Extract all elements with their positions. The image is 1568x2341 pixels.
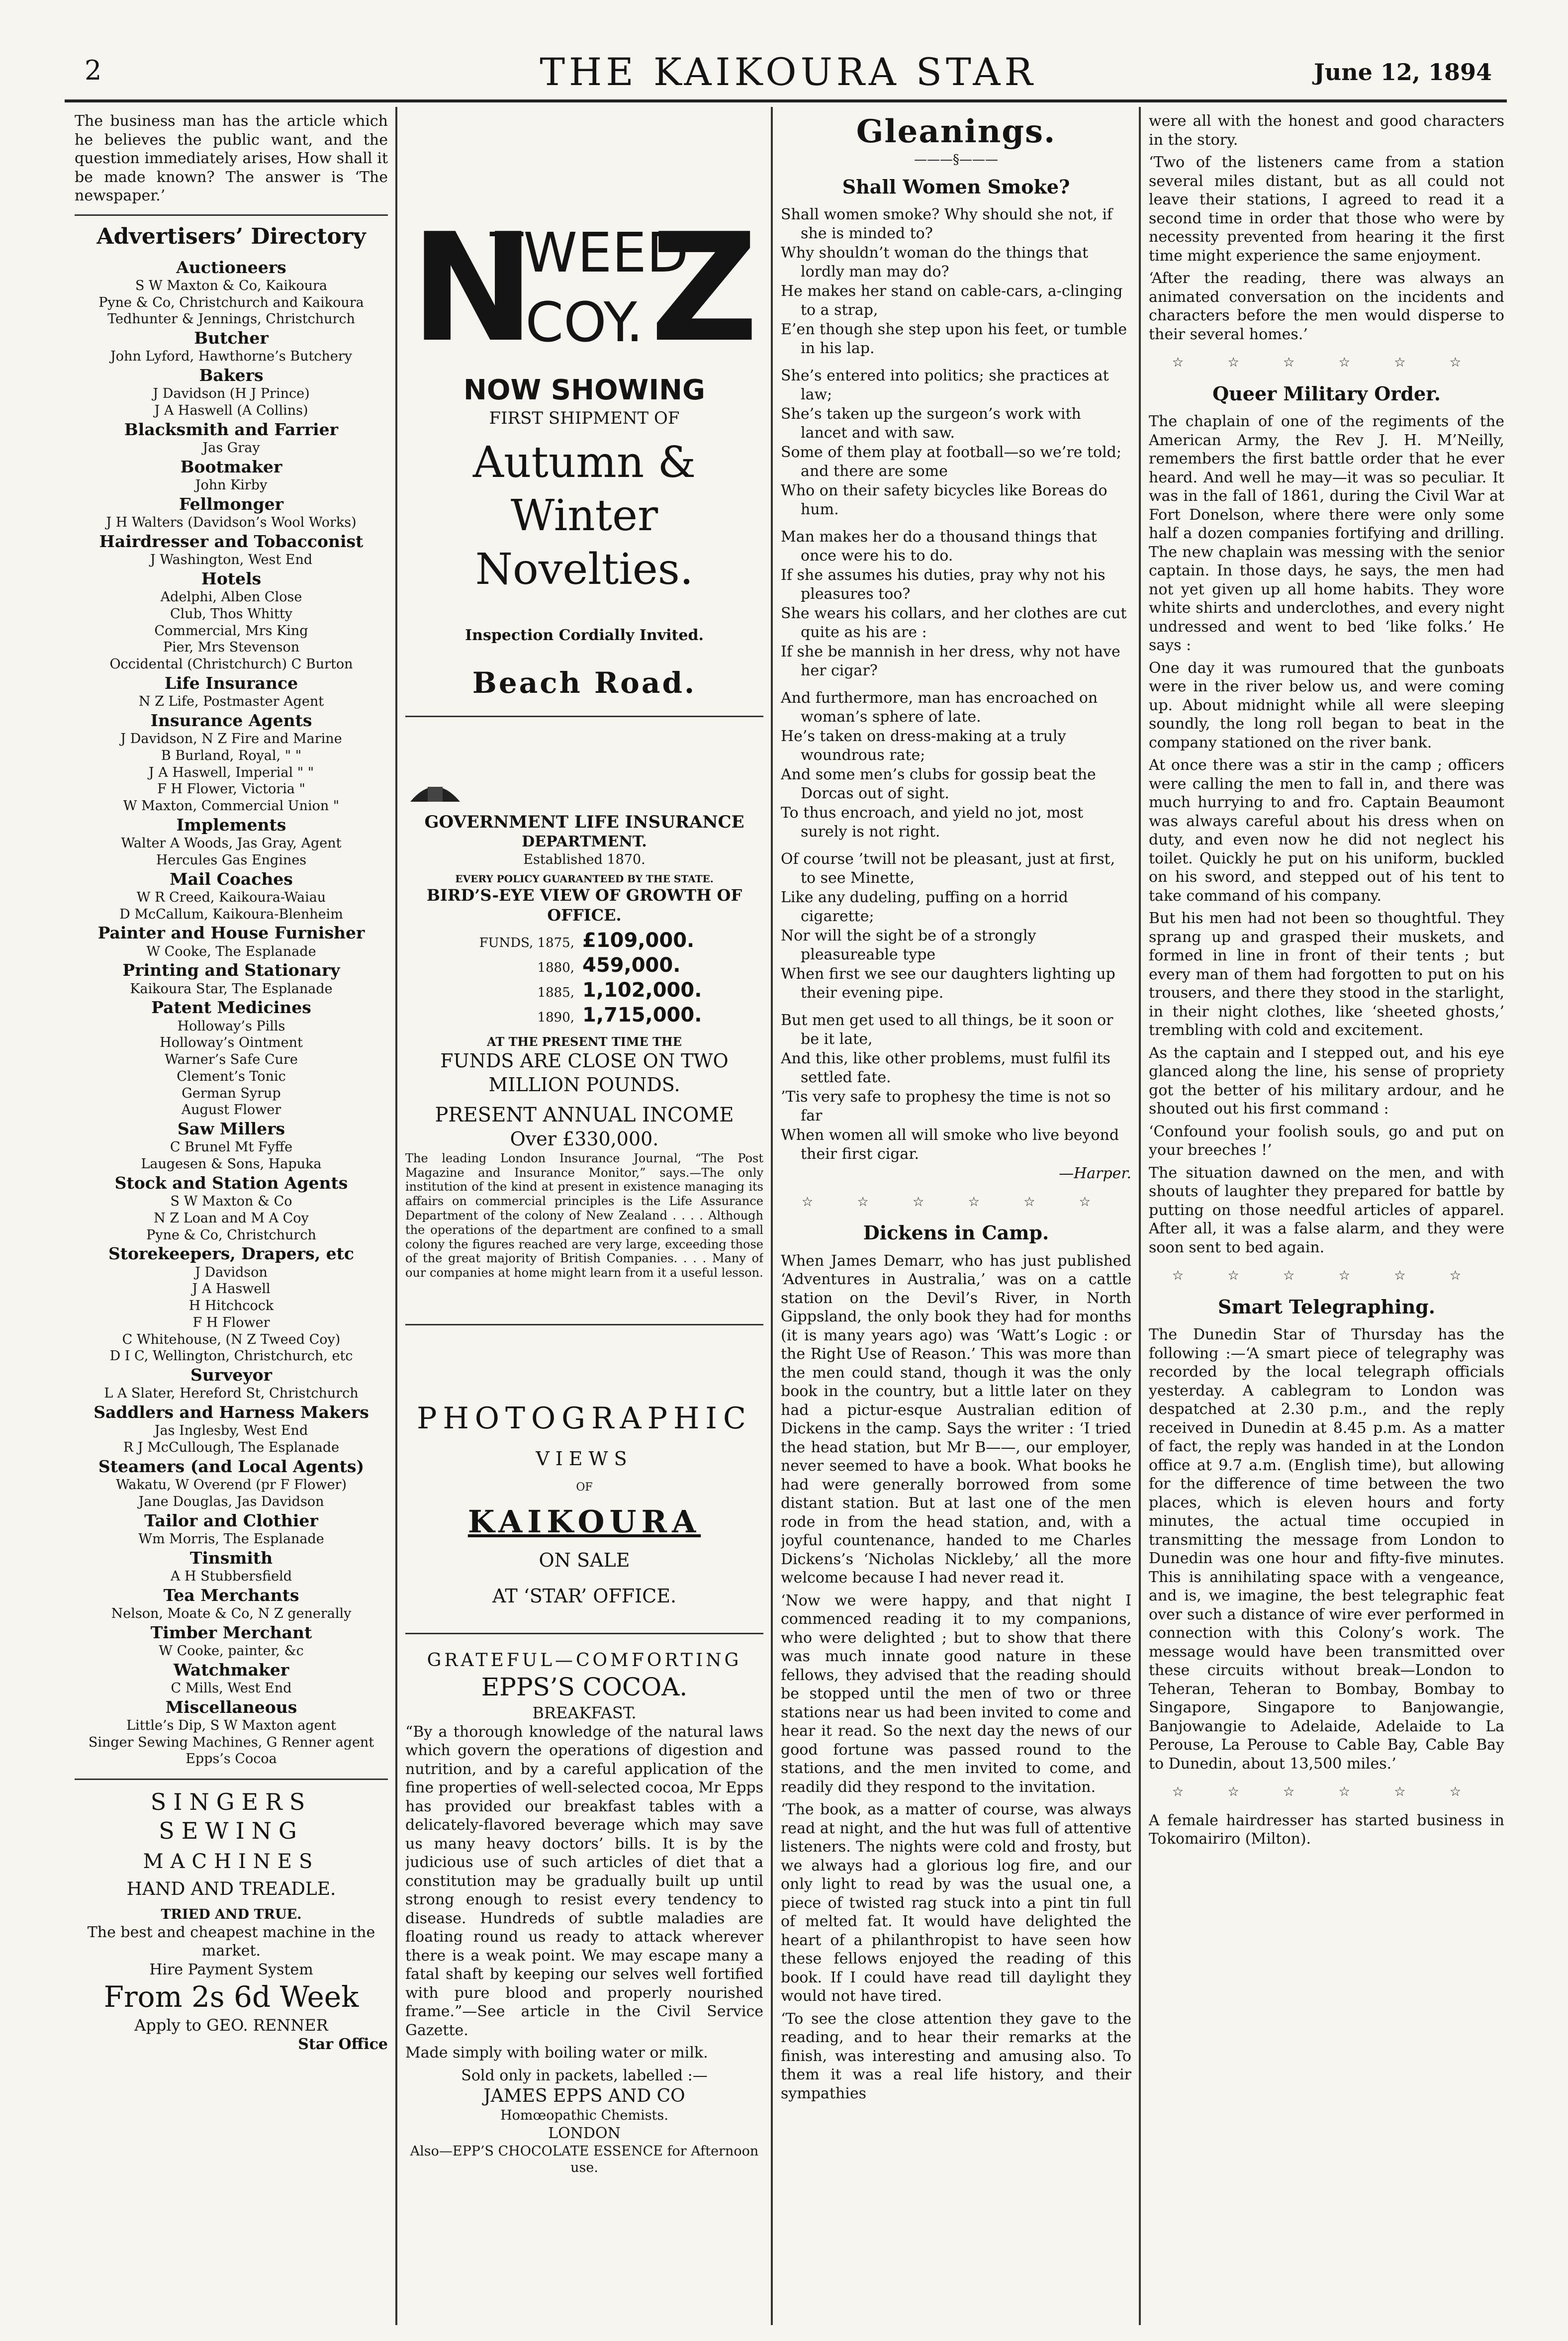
- dickens-article: [781, 1252, 1131, 2103]
- epps-chocolate: Also—EPP’S CHOCOLATE ESSENCE for Afternoon use.: [410, 2143, 759, 2176]
- directory-entry: J A Haswell: [192, 1281, 271, 1297]
- directory-entry: Jane Douglas, Jas Davidson: [138, 1494, 324, 1509]
- directory-heading: Bakers: [199, 366, 264, 385]
- paragraph: ‘The book, as a matter of course, was always read at night, and the hut was full of attentive listeners. The nights were cold and frosty, but we always had a glorious log fire, and our only light to read by was the usual one, a piece of twisted rag stuck into a pint tin full of melted fat. It would have delighted the heart of a philanthropist to have seen how these fellows enjoyed the reading of this book. If I could have read till daylight they would not have tired.: [781, 1801, 1131, 2005]
- fund-row: [445, 928, 763, 953]
- directory-entry: N Z Life, Postmaster Agent: [138, 694, 324, 709]
- directory-heading: Bootmaker: [180, 457, 282, 476]
- poem-line: Like any dudeling, puffing on a horrid cigarette;: [781, 889, 1068, 925]
- epps-advert: [405, 1649, 763, 2176]
- poem-line: E’en though she step upon his feet, or tumble in his lap.: [781, 321, 1127, 357]
- directory-entry: Club, Thos Whitty: [170, 606, 292, 622]
- tweed-letter-z: Z: [650, 201, 758, 375]
- now-showing: NOW SHOWING: [463, 374, 705, 406]
- poem-line: And this, like other problems, must fulfil its settled fate.: [781, 1050, 1110, 1086]
- intro-paragraph: The business man has the article which he believes the public want, and the question immediately arises, How shall it be made known? The answer is ‘The newspaper.’: [75, 112, 388, 204]
- fund-row: [445, 1003, 763, 1028]
- directory-entry: Adelphi, Alben Close: [160, 589, 302, 605]
- queer-military-title: Queer Military Order.: [1212, 382, 1441, 405]
- tweed-letter-n: N: [410, 201, 536, 375]
- directory-heading: Fellmonger: [179, 494, 284, 514]
- poem-line: To thus encroach, and yield no jot, most surely is not right.: [781, 804, 1084, 841]
- shall-women-smoke-title: Shall Women Smoke?: [842, 175, 1070, 198]
- directory-entry: Clement’s Tonic: [177, 1068, 286, 1084]
- paragraph: ‘Now we were happy, and that night I commenced reading it to my companions, who were delighted ; but to show that there was much innate good nature in these fellows, they advised that the reading should be stopped until the men of two or three stations near us had been invited to come and hear it read. So the next day the news of our good fortune was passed round to the stations, and the men invited to come, and readily did they respond to the invitation.: [781, 1592, 1131, 1796]
- gov-title: GOVERNMENT LIFE INSURANCE: [424, 812, 744, 832]
- directory-entry: Pyne & Co, Christchurch and Kaikoura: [98, 294, 364, 310]
- directory-entry: C Mills, West End: [171, 1680, 292, 1696]
- singer-payment: Hire Payment System: [149, 1961, 313, 1978]
- paragraph: ‘Confound your foolish souls, go and put on your breeches !’: [1149, 1123, 1504, 1159]
- epps-company: JAMES EPPS AND CO: [483, 2086, 685, 2107]
- singer-subheading: MACHINES: [143, 1850, 320, 1873]
- singer-advert: [75, 1788, 388, 2054]
- directory-entry: W Maxton, Commercial Union ": [123, 798, 340, 814]
- directory-entry: John Kirby: [195, 477, 268, 493]
- first-shipment: FIRST SHIPMENT OF: [489, 408, 680, 428]
- poem-line: He’s taken on dress-making at a truly woundrous rate;: [781, 728, 1066, 764]
- poem-line: When first we see our daughters lighting up their evening pipe.: [781, 965, 1115, 1002]
- singer-tagline: TRIED AND TRUE.: [161, 1907, 302, 1922]
- page-number: 2: [85, 55, 102, 86]
- paragraph: ‘To see the close attention they gave to the reading, and to hear their remarks at the finish, was interesting and amusing also. To them it was a real life history, and their sympathies: [781, 2010, 1131, 2102]
- paragraph: The chaplain of one of the regiments of the American Army, the Rev J. H. M’Neilly, remembers the first battle order that he ever heard. And well he may—it was so peculiar. It was in the fall of 1861, during the Civil War at Fort Donelson, where there were only some half a dozen companies fortifying and drilling. The new chaplain was messing with the senior captain. In those days, he says, the men had not yet given up all home habits. They wore white shirts and underclothes, and every night undressed and went to bed ‘like folks.’ He says :: [1149, 413, 1504, 654]
- directory-entry: Tedhunter & Jennings, Christchurch: [107, 311, 355, 327]
- epps-london: LONDON: [548, 2125, 621, 2143]
- column-4: [1149, 112, 1504, 1853]
- epps-breakfast: BREAKFAST.: [532, 1703, 637, 1722]
- column-divider: [395, 107, 397, 2325]
- poem-line: And some men’s clubs for gossip beat the Dorcas out of sight.: [781, 766, 1096, 802]
- poem-line: She wears his collars, and her clothes are cut quite as his are :: [781, 605, 1127, 641]
- paragraph: As the captain and I stepped out, and his eye glanced along the line, his sense of propriety got the better of his military ardour, and he shouted out his first command :: [1149, 1044, 1504, 1118]
- star-separator: ☆ ☆ ☆ ☆ ☆ ☆: [801, 1194, 1111, 1210]
- fund-amount: 1,715,000.: [582, 1004, 702, 1027]
- directory-entry: N Z Loan and M A Coy: [154, 1210, 309, 1226]
- photo-kaikoura: KAIKOURA: [467, 1503, 701, 1540]
- directory-entry: Singer Sewing Machines, G Renner agent: [88, 1734, 374, 1750]
- tweed-coy: COY.: [525, 290, 644, 354]
- poem-attribution: —Harper.: [1059, 1165, 1131, 1182]
- smart-telegraphing-title: Smart Telegraphing.: [1217, 1295, 1436, 1318]
- directory-entry: Pyne & Co, Christchurch: [146, 1227, 316, 1243]
- singer-claim: The best and cheapest machine in the market.: [87, 1923, 375, 1960]
- directory-list: [75, 257, 388, 1768]
- directory-heading: Timber Merchant: [150, 1622, 312, 1642]
- gov-view: BIRD’S-EYE VIEW OF GROWTH OF OFFICE.: [426, 886, 742, 925]
- poem-line: ’Tis very safe to prophesy the time is not so far: [781, 1088, 1111, 1124]
- directory-heading: Auctioneers: [176, 257, 286, 277]
- directory-heading: Stock and Station Agents: [114, 1173, 348, 1193]
- epps-sold: Sold only in packets, labelled :—: [461, 2066, 708, 2084]
- queer-military-article: [1149, 412, 1504, 1257]
- fund-year: 1885,: [537, 985, 574, 1001]
- directory-heading: Blacksmith and Farrier: [124, 419, 339, 439]
- star-separator: ☆ ☆ ☆ ☆ ☆ ☆: [1172, 1784, 1481, 1799]
- stanza-break: [781, 842, 1131, 850]
- section-separator: ———§———: [914, 152, 998, 167]
- poem-line: Shall women smoke? Why should she not, if she is minded to?: [781, 206, 1113, 242]
- beach-road: Beach Road.: [472, 665, 697, 700]
- directory-entry: Laugesen & Sons, Hapuka: [141, 1156, 322, 1172]
- epps-cocoa: EPPS’S COCOA.: [481, 1673, 688, 1702]
- photo-heading: PHOTOGRAPHIC: [417, 1401, 752, 1436]
- paragraph: When James Demarr, who has just published ‘Adventures in Australia,’ was on a cattle station on the Devil’s River, in North Gippsland, the only book they had for months (it is many years ago) was ‘Watt’s Logic : or the Right Use of Reason.’ This was more than the men could stand, though it was the only book in the country, but a little later on they had a pictur-esque Australian edition of Dickens in the camp. Says the writer : ‘I tried the head station, but Mr B——, our employer, never seemed to have a book. What books he had were generally borrowed from some distant station. But at last one of the men rode in from the head station, and, with a joyful countenance, handed to me Charles Dickens’s ‘Nicholas Nickleby,’ all the more welcome because I had never read it.: [781, 1252, 1131, 1587]
- singer-type: HAND AND TREADLE.: [126, 1879, 336, 1899]
- directory-entry: Occidental (Christchurch) C Burton: [109, 656, 353, 672]
- directory-entry: J H Walters (Davidson’s Wool Works): [106, 515, 357, 530]
- directory-heading: Patent Medicines: [151, 998, 311, 1018]
- poem-line: Of course ’twill not be pleasant, just at first, to see Minette,: [781, 850, 1115, 887]
- poem-line: Man makes her do a thousand things that once were his to do.: [781, 528, 1097, 564]
- poem-line: If she be mannish in her dress, why not have her cigar?: [781, 643, 1120, 679]
- fund-row: [445, 953, 763, 978]
- fund-year: FUNDS, 1875,: [479, 936, 574, 951]
- poem-line: If she assumes his duties, pray why not his pleasures too?: [781, 566, 1106, 603]
- directory-entry: Pier, Mrs Stevenson: [163, 640, 300, 655]
- poem-line: She’s taken up the surgeon’s work with lancet and with saw.: [781, 405, 1081, 442]
- directory-heading: Insurance Agents: [150, 710, 312, 730]
- epps-chemists: Homœopathic Chemists.: [500, 2108, 668, 2124]
- directory-heading: Printing and Stationary: [122, 960, 340, 980]
- directory-heading: Miscellaneous: [165, 1697, 297, 1717]
- directory-heading: Saw Millers: [177, 1119, 285, 1138]
- divider: [75, 1779, 388, 1780]
- directory-entry: J A Haswell, Imperial " ": [148, 764, 314, 780]
- poem-line: And furthermore, man has encroached on woman’s sphere of late.: [781, 689, 1098, 726]
- singer-heading: SINGERS SEWING: [150, 1788, 312, 1844]
- directory-entry: German Syrup: [182, 1085, 281, 1101]
- directory-heading: Surveyor: [190, 1365, 272, 1385]
- gov-present: AT THE PRESENT TIME THE: [487, 1034, 682, 1049]
- poem-line: When women all will smoke who live beyond their first cigar.: [781, 1126, 1119, 1163]
- gov-department: DEPARTMENT.: [522, 833, 647, 850]
- directory-entry: W R Creed, Kaikoura-Waiau: [136, 889, 326, 905]
- directory-entry: R J McCullough, The Esplanade: [123, 1440, 340, 1455]
- paragraph: But his men had not been so thoughtful. They sprang up and grasped their muskets, and formed in line in front of their tents ; but every man of them had forgotten to put on his trousers, and there they stood in the starlight, in their night clothes, like ‘sheeted ghosts,’ trembling with cold and excitement.: [1149, 910, 1504, 1039]
- poem-line: He makes her stand on cable-cars, a-clinging to a strap,: [781, 282, 1123, 319]
- masthead: [75, 50, 1502, 99]
- directory-heading: Life Insurance: [164, 673, 298, 693]
- autumn-winter: Autumn & Winter: [472, 437, 696, 541]
- directory-heading: Steamers (and Local Agents): [98, 1456, 365, 1476]
- directory-entry: Wm Morris, The Esplanade: [138, 1531, 324, 1547]
- fund-amount: £109,000.: [582, 929, 695, 952]
- tweed-name: TWEED: [490, 221, 689, 284]
- gov-guarantee: EVERY POLICY GUARANTEED BY THE STATE.: [455, 873, 714, 885]
- directory-entry: John Lyford, Hawthorne’s Butchery: [110, 349, 353, 365]
- stanza-break: [781, 359, 1131, 367]
- coat-of-arms-icon: [405, 777, 465, 807]
- directory-entry: Walter A Woods, Jas Gray, Agent: [121, 836, 342, 851]
- column-divider: [771, 107, 773, 2325]
- directory-heading: Hotels: [201, 568, 262, 588]
- directory-entry: Holloway’s Ointment: [160, 1035, 303, 1051]
- epps-body: “By a thorough knowledge of the natural laws which govern the operations of digestion and nutrition, and by a careful application of the fine properties of well-selected cocoa, Mr Epps has provided our breakfast tables with a delicately-flavored beverage which may save us many heavy doctors’ bills. It is by the judicious use of such articles of diet that a constitution may be gradually built up until strong enough to resist every tendency to disease. Hundreds of subtle maladies are floating round us ready to attack wherever there is a weak point. We may escape many a fatal shaft by keeping our selves well fortified with pure blood and properly nourished frame.”—See article in the Civil Service Gazette.: [405, 1723, 763, 2039]
- directory-entry: J Davidson, N Z Fire and Marine: [120, 731, 342, 747]
- photo-of: OF: [576, 1481, 593, 1494]
- poem-line: But men get used to all things, be it soon or be it late,: [781, 1012, 1113, 1048]
- novelties: Novelties.: [475, 544, 694, 594]
- directory-entry: J Davidson: [195, 1264, 268, 1280]
- directory-entry: Jas Inglesby, West End: [154, 1423, 308, 1439]
- directory-entry: D McCallum, Kaikoura-Blenheim: [119, 906, 343, 922]
- paragraph: The situation dawned on the men, and with shouts of laughter they prepared for battle by putting on those needful articles of apparel. After all, it was a false alarm, and they were soon sent to bed again.: [1149, 1164, 1504, 1256]
- directory-entry: Kaikoura Star, The Esplanade: [130, 981, 333, 997]
- tweed-advert: [405, 201, 763, 717]
- paragraph: ‘Two of the listeners came from a station several miles distant, but as all could not leave their stations, I agreed to read it a second time in order that those who were by necessity prevented from hearing it the first time might experience the same enjoyment.: [1149, 154, 1504, 265]
- photo-views: VIEWS: [536, 1447, 633, 1470]
- directory-heading: Butcher: [194, 328, 269, 348]
- fund-amount: 1,102,000.: [582, 979, 702, 1002]
- epps-grateful: GRATEFUL—COMFORTING: [427, 1650, 742, 1671]
- directory-heading: Tinsmith: [189, 1548, 273, 1568]
- stanza-break: [781, 1003, 1131, 1011]
- star-separator: ☆ ☆ ☆ ☆ ☆ ☆: [1172, 355, 1481, 370]
- photographic-advert: [405, 1400, 763, 1635]
- directory-heading: Tea Merchants: [163, 1585, 299, 1605]
- dickens-title: Dickens in Camp.: [863, 1221, 1049, 1244]
- directory-entry: J Washington, West End: [150, 552, 313, 567]
- stanza-break: [781, 681, 1131, 689]
- epps-made: Made simply with boiling water or milk.: [405, 2044, 708, 2062]
- poem-line: She’s entered into politics; she practices at law;: [781, 367, 1109, 403]
- directory-entry: F H Flower: [192, 1314, 270, 1330]
- hairdresser-note: A female hairdresser has started business in Tokomairiro (Milton).: [1149, 1811, 1504, 1848]
- directory-entry: J A Haswell (A Collins): [154, 403, 308, 418]
- dickens-continued: [1149, 112, 1504, 344]
- gov-funds-list: [405, 928, 763, 1028]
- column-divider: [1139, 107, 1141, 2325]
- directory-entry: A H Stubbersfield: [170, 1568, 292, 1584]
- issue-date: June 12, 1894: [1313, 59, 1492, 86]
- fund-year: 1890,: [537, 1010, 574, 1026]
- singer-contact: Apply to GEO. RENNER: [134, 2015, 328, 2035]
- poem-line: Why shouldn’t woman do the things that lordly man may do?: [781, 244, 1089, 281]
- paragraph: ‘After the reading, there was always an animated conversation on the incidents and characters before the men would disperse to their several homes.’: [1149, 270, 1504, 343]
- gov-quote: The leading London Insurance Journal, “The Post Magazine and Insurance Monitor,” says.—The only institution of the kind at present in existence managing its affairs on commercial principles is the Life Assurance Department of the colony of New Zealand . . . . Although the operations of the department are confined to a small colony the figures reached are very large, exceeding those of the great majority of British Companies. . . . Many of our companies at home might learn from it a useful lesson.: [405, 1151, 763, 1280]
- divider: [75, 214, 388, 216]
- poem: [781, 205, 1131, 1163]
- inspection-invited: Inspection Cordially Invited.: [465, 627, 704, 644]
- singer-office: Star Office: [298, 2035, 388, 2053]
- directory-entry: Nelson, Moate & Co, N Z generally: [111, 1605, 352, 1621]
- directory-entry: W Cooke, painter, &c: [159, 1643, 304, 1659]
- photo-office: AT ‘STAR’ OFFICE.: [492, 1585, 677, 1607]
- gov-established: Established 1870.: [523, 851, 646, 867]
- directory-entry: Holloway’s Pills: [177, 1018, 285, 1034]
- stanza-break: [781, 520, 1131, 528]
- directory-heading: Watchmaker: [173, 1660, 289, 1680]
- directory-entry: H Hitchcock: [188, 1298, 274, 1313]
- column-2: [405, 112, 763, 2176]
- directory-heading: Tailor and Clothier: [144, 1510, 318, 1530]
- directory-entry: C Whitehouse, (N Z Tweed Coy): [122, 1331, 341, 1347]
- directory-entry: B Burland, Royal, " ": [161, 748, 302, 763]
- fund-row: [445, 978, 763, 1003]
- fund-year: 1880,: [537, 960, 574, 976]
- poem-line: Some of them play at football—so we’re told; and there are some: [781, 444, 1121, 480]
- star-separator: ☆ ☆ ☆ ☆ ☆ ☆: [1172, 1268, 1481, 1283]
- directory-entry: J Davidson (H J Prince): [153, 386, 310, 402]
- column-3: [781, 112, 1131, 2107]
- directory-entry: Epps’s Cocoa: [185, 1751, 277, 1767]
- directory-heading: Implements: [176, 815, 286, 835]
- directory-entry: W Cooke, The Esplanade: [146, 943, 316, 959]
- directory-entry: L A Slater, Hereford St, Christchurch: [104, 1386, 359, 1402]
- gov-close: FUNDS ARE CLOSE ON TWO MILLION POUNDS.: [440, 1050, 729, 1096]
- directory-title: Advertisers’ Directory: [96, 223, 366, 249]
- directory-heading: Saddlers and Harness Makers: [93, 1403, 369, 1422]
- directory-entry: Jas Gray: [202, 440, 260, 456]
- directory-entry: Commercial, Mrs King: [154, 623, 308, 639]
- directory-entry: Hercules Gas Engines: [156, 852, 307, 868]
- paragraph: were all with the honest and good characters in the story.: [1149, 112, 1504, 149]
- directory-entry: August Flower: [181, 1102, 281, 1118]
- directory-entry: Warner’s Safe Cure: [165, 1052, 298, 1067]
- gov-over: Over £330,000.: [510, 1128, 659, 1150]
- gleanings-heading: Gleanings.: [856, 113, 1056, 150]
- masthead-rule: [65, 99, 1507, 102]
- gov-income: PRESENT ANNUAL INCOME: [435, 1104, 734, 1127]
- directory-entry: C Brunel Mt Fyffe: [170, 1139, 293, 1155]
- newspaper-title: THE KAIKOURA STAR: [540, 50, 1037, 94]
- smart-telegraphing-article: The Dunedin Star of Thursday has the following :—‘A smart piece of telegraphy was recorded by the local telegraph officials yesterday. A cablegram to London was despatched at 2.30 p.m., and the reply received in Dunedin at 8.45 p.m. As a matter of fact, the reply was handed in at the London office at 9.7 a.m. (English time), but allowing for the difference of time between the two places, which is eleven hours and forty minutes, the actual time occupied in transmitting the message from London to Dunedin was one hour and fifty-five minutes. This is annihilating space with a vengeance, and is, we imagine, the best telegraphic feat over such a distance of wire ever performed in connection with this Colony’s work. The message would have been transmitted over these circuits without break—London to Teheran, Teheran to Bombay, Bombay to Singapore, Singapore to Banjowangie, Banjowangie to Adelaide, Adelaide to La Perouse, La Perouse to Cable Bay, Cable Bay to Dunedin, about 13,500 miles.’: [1149, 1326, 1504, 1773]
- directory-heading: Painter and House Furnisher: [97, 923, 365, 943]
- fund-amount: 459,000.: [582, 954, 681, 977]
- poem-line: Nor will the sight be of a strongly pleasureable type: [781, 927, 1036, 963]
- directory-entry: F H Flower, Victoria ": [157, 781, 305, 797]
- paragraph: At once there was a stir in the camp ; officers were calling the men to fall in, and there was much hurrying to and fro. Captain Beaumont was always careful about his dress when on duty, and even now he did not neglect his toilet. Quickly he put on his uniform, buckled on his sword, and stepped out of his tent to take command of his company.: [1149, 756, 1504, 905]
- government-life-advert: [405, 777, 763, 1325]
- directory-entry: S W Maxton & Co, Kaikoura: [135, 278, 328, 293]
- poem-line: Who on their safety bicycles like Boreas do hum.: [781, 482, 1107, 518]
- directory-entry: D I C, Wellington, Christchurch, etc: [109, 1348, 353, 1364]
- directory-entry: Little’s Dip, S W Maxton agent: [126, 1717, 336, 1733]
- directory-entry: Wakatu, W Overend (pr F Flower): [116, 1477, 347, 1493]
- column-1: [75, 112, 388, 2054]
- singer-price: From 2s 6d Week: [103, 1980, 359, 2014]
- directory-heading: Storekeepers, Drapers, etc: [108, 1244, 355, 1264]
- directory-entry: S W Maxton & Co: [170, 1194, 292, 1209]
- directory-heading: Mail Coaches: [170, 869, 293, 889]
- photo-on-sale: ON SALE: [539, 1549, 630, 1572]
- paragraph: One day it was rumoured that the gunboats were in the river below us, and were coming up. About midnight while all were sleeping soundly, the long roll began to beat in the company stationed on the river bank.: [1149, 659, 1504, 751]
- tweed-header: [405, 201, 763, 375]
- directory-heading: Hairdresser and Tobacconist: [99, 531, 364, 551]
